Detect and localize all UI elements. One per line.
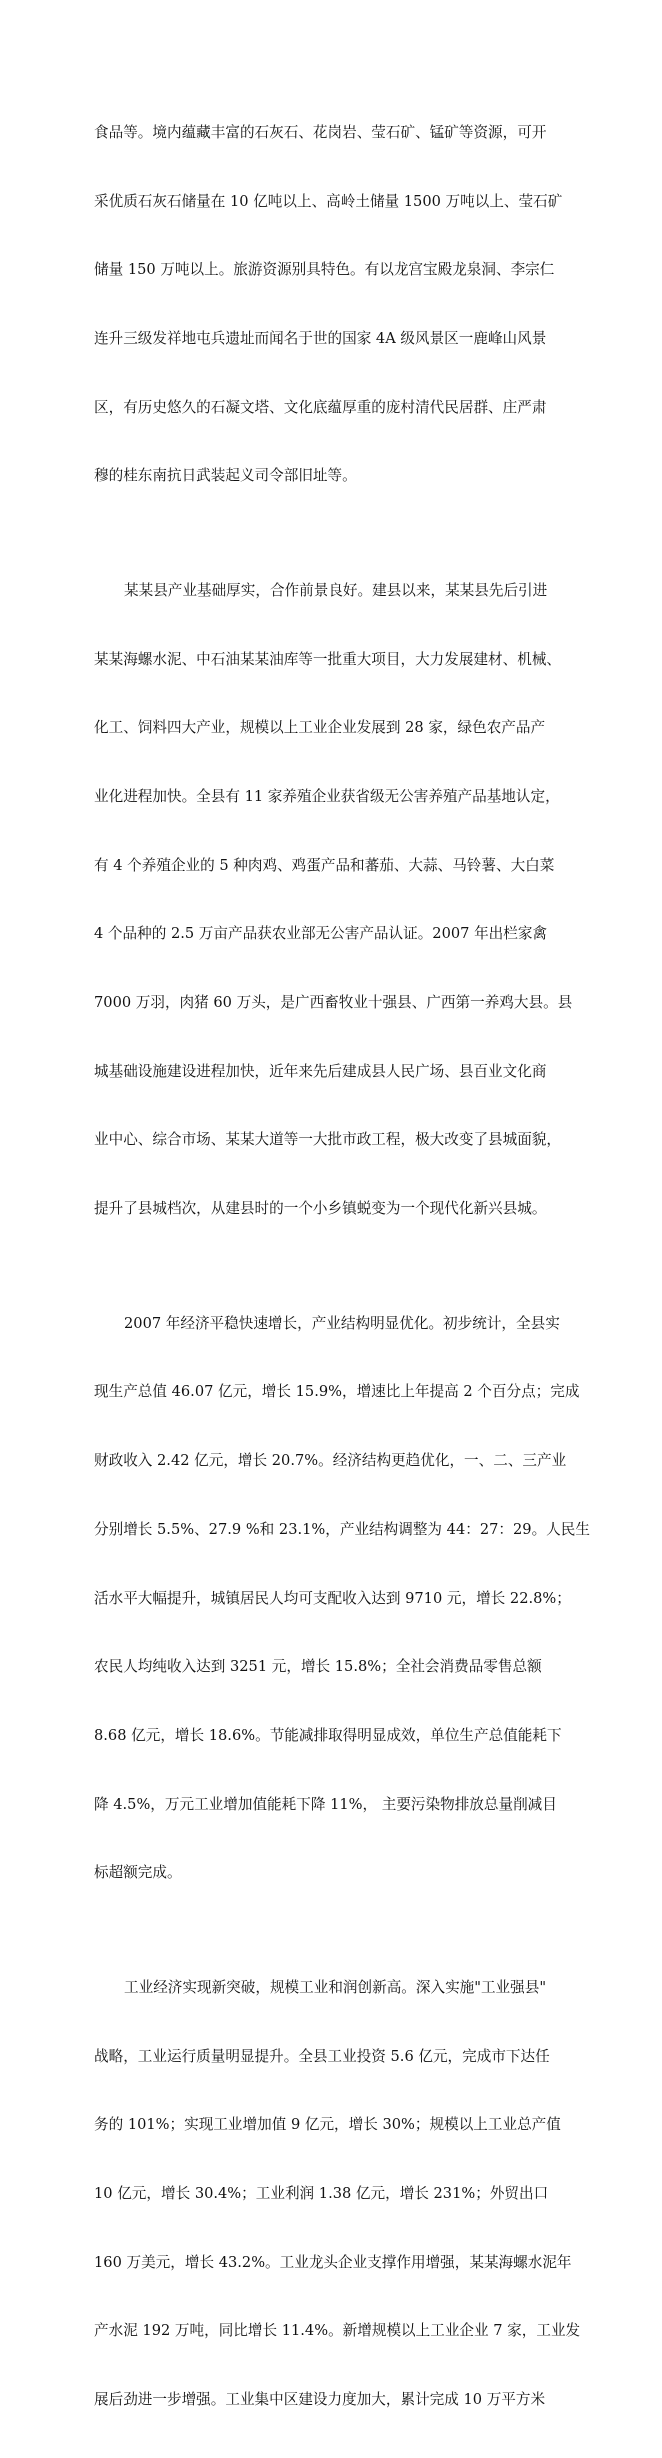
text-line: 业中心、综合市场、某某大道等一大批市政工程，极大改变了县城面貌，: [94, 1131, 562, 1149]
text-line: 8.68 亿元，增长 18.6%。节能减排取得明显成效，单位生产总值能耗下: [94, 1726, 562, 1744]
text-line: 2007 年经济平稳快速增长，产业结构明显优化。初步统计，全县实: [124, 1314, 560, 1332]
document-body: [94, 76, 590, 2458]
paragraph-industry-base: [94, 534, 580, 1267]
text-line: 工业经济实现新突破，规模工业和润创新高。深入实施"工业强县": [124, 1978, 547, 1996]
text-line: 食品等。境内蕴藏丰富的石灰石、花岗岩、莹石矿、锰矿等资源，可开: [94, 123, 547, 141]
paragraph-industrial-economy: [94, 1931, 580, 2458]
text-line: 标超额完成。: [94, 1864, 182, 1882]
text-line: 区，有历史悠久的石凝文塔、文化底蕴厚重的庞村清代民居群、庄严肃: [94, 398, 547, 416]
text-line: 提升了县城档次，从建县时的一个小乡镇蜕变为一个现代化新兴县城。: [94, 1200, 547, 1218]
text-line: 化工、饲料四大产业，规模以上工业企业发展到 28 家，绿色农产品产: [94, 719, 546, 737]
text-line: 战略，工业运行质量明显提升。全县工业投资 5.6 亿元，完成市下达任: [94, 2047, 550, 2065]
text-line: 分别增长 5.5%、27.9 %和 23.1%，产业结构调整为 44：27：29。人民生: [94, 1520, 590, 1538]
text-line: 某某县产业基础厚实，合作前景良好。建县以来，某某县先后引进: [124, 581, 548, 599]
text-line: 4 个品种的 2.5 万亩产品获农业部无公害产品认证。2007 年出栏家禽: [94, 925, 548, 943]
text-line: 产水泥 192 万吨，同比增长 11.4%。新增规模以上工业企业 7 家，工业发: [94, 2322, 581, 2340]
paragraph-economy-2007: [94, 1267, 590, 1931]
paragraph-resources: [94, 76, 580, 534]
text-line: 务的 101%；实现工业增加值 9 亿元，增长 30%；规模以上工业总产值: [94, 2116, 561, 2134]
text-line: 展后劲进一步增强。工业集中区建设力度加大，累计完成 10 万平方米: [94, 2391, 546, 2409]
text-line: 穆的桂东南抗日武装起义司令部旧址等。: [94, 467, 357, 485]
text-line: 连升三级发祥地屯兵遗址而闻名于世的国家 4A 级风景区一鹿峰山风景: [94, 329, 547, 347]
text-line: 业化进程加快。全县有 11 家养殖企业获省级无公害养殖产品基地认定，: [94, 787, 560, 805]
text-line: 某某海螺水泥、中石油某某油库等一批重大项目，大力发展建材、机械、: [94, 650, 562, 668]
text-line: 10 亿元，增长 30.4%；工业利润 1.38 亿元，增长 231%；外贸出口: [94, 2184, 549, 2202]
text-line: 现生产总值 46.07 亿元，增长 15.9%，增速比上年提高 2 个百分点；完成: [94, 1383, 580, 1401]
text-line: 储量 150 万吨以上。旅游资源别具特色。有以龙宫宝殿龙泉洞、李宗仁: [94, 261, 555, 279]
text-line: 有 4 个养殖企业的 5 种肉鸡、鸡蛋产品和蕃茄、大蒜、马铃薯、大白菜: [94, 856, 555, 874]
text-line: 农民人均纯收入达到 3251 元，增长 15.8%；全社会消费品零售总额: [94, 1658, 542, 1676]
text-line: 7000 万羽，肉猪 60 万头，是广西畜牧业十强县、广西第一养鸡大县。县: [94, 994, 573, 1012]
text-line: 活水平大幅提升，城镇居民人均可支配收入达到 9710 元，增长 22.8%；: [94, 1589, 571, 1607]
text-line: 采优质石灰石储量在 10 亿吨以上、高岭土储量 1500 万吨以上、莹石矿: [94, 192, 563, 210]
text-line: 财政收入 2.42 亿元，增长 20.7%。经济结构更趋优化，一、二、三产业: [94, 1452, 567, 1470]
text-line: 城基础设施建设进程加快，近年来先后建成县人民广场、县百业文化商: [94, 1062, 547, 1080]
text-line: 160 万美元，增长 43.2%。工业龙头企业支撑作用增强，某某海螺水泥年: [94, 2253, 572, 2271]
text-line: 降 4.5%，万元工业增加值能耗下降 11%， 主要污染物排放总量削减目: [94, 1795, 557, 1813]
